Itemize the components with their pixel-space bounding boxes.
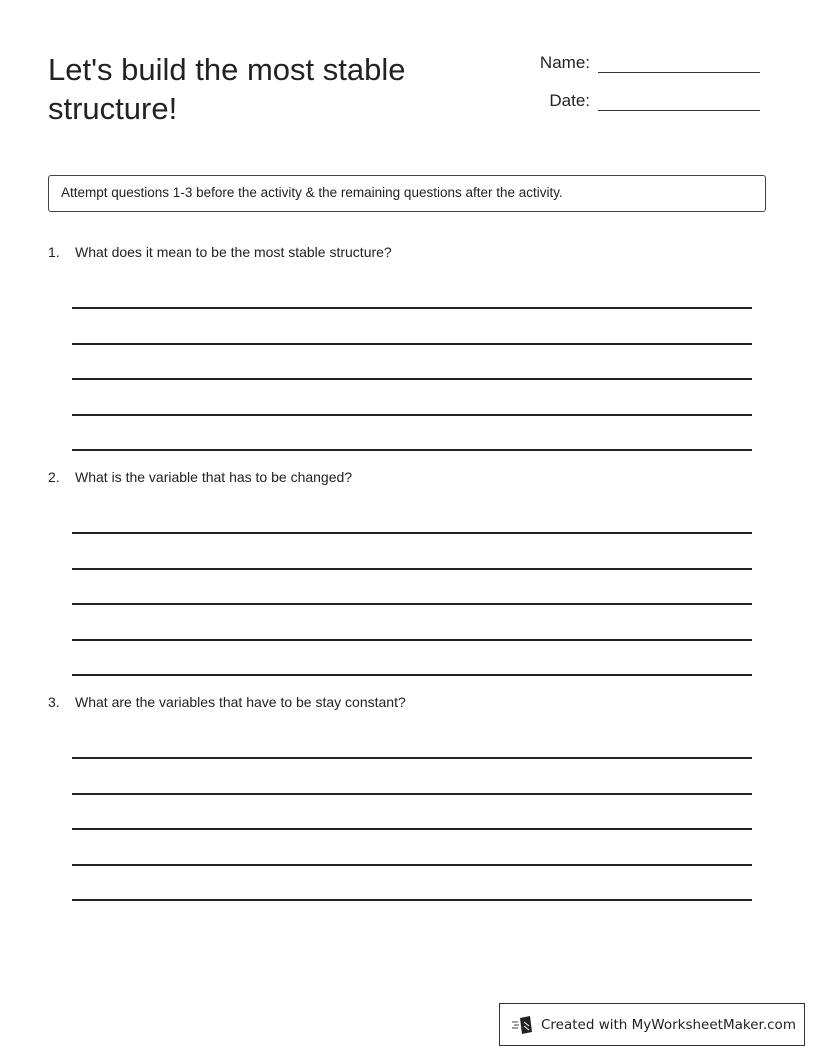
answer-line[interactable] <box>72 534 752 569</box>
answer-line[interactable] <box>72 759 752 794</box>
answer-line[interactable] <box>72 380 752 415</box>
question-text: What does it mean to be the most stable structure? <box>75 244 392 260</box>
question-number: 2. <box>48 469 60 485</box>
answer-line[interactable] <box>72 416 752 451</box>
answer-line[interactable] <box>72 274 752 309</box>
answer-line[interactable] <box>72 641 752 676</box>
question-text: What are the variables that have to be stay constant? <box>75 694 406 710</box>
answer-lines[interactable] <box>72 274 768 451</box>
question-3 <box>48 694 768 901</box>
answer-line[interactable] <box>72 724 752 759</box>
footer-text: Created with MyWorksheetMaker.com <box>541 1016 796 1033</box>
answer-line[interactable] <box>72 830 752 865</box>
name-label: Name: <box>539 53 590 72</box>
answer-line[interactable] <box>72 499 752 534</box>
question-number: 1. <box>48 244 60 260</box>
worksheet-title: Let's build the most stable structure! <box>48 52 406 126</box>
answer-line[interactable] <box>72 345 752 380</box>
question-text: What is the variable that has to be changed? <box>75 469 353 485</box>
worksheet-logo-icon <box>512 1015 534 1035</box>
question-1 <box>48 244 768 451</box>
answer-line[interactable] <box>72 866 752 901</box>
footer-credit <box>499 1003 805 1046</box>
date-field <box>534 91 760 111</box>
answer-line[interactable] <box>72 795 752 830</box>
instructions-box: Attempt questions 1-3 before the activity & the remaining questions after the activity. <box>48 175 766 212</box>
question-number: 3. <box>48 694 60 710</box>
question-2 <box>48 469 768 676</box>
answer-line[interactable] <box>72 570 752 605</box>
name-blank-line[interactable] <box>598 54 760 73</box>
date-label: Date: <box>549 91 590 110</box>
date-blank-line[interactable] <box>598 92 760 111</box>
answer-line[interactable] <box>72 309 752 344</box>
name-field <box>534 53 760 73</box>
answer-lines[interactable] <box>72 724 768 901</box>
answer-lines[interactable] <box>72 499 768 676</box>
answer-line[interactable] <box>72 605 752 640</box>
